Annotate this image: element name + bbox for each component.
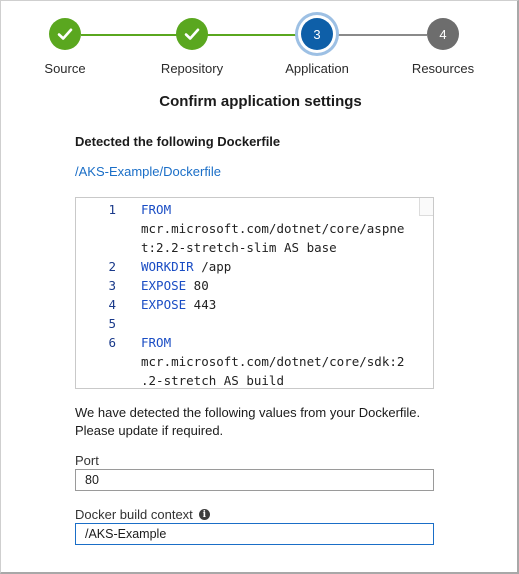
step-connector-3: [333, 34, 427, 36]
code-token: 443: [186, 297, 217, 312]
code-token: t:2.2-stretch-slim AS base: [141, 240, 337, 255]
dockerfile-path-link[interactable]: /AKS-Example/Dockerfile: [75, 164, 221, 179]
step-label-application: Application: [285, 61, 349, 76]
line-number: 4: [108, 297, 116, 312]
code-line: [76, 257, 433, 276]
dockerfile-code-viewer[interactable]: [75, 197, 434, 389]
code-keyword: FROM: [141, 202, 172, 217]
line-number: 1: [108, 202, 116, 217]
code-keyword: WORKDIR: [141, 259, 194, 274]
code-text: [116, 257, 231, 276]
build-context-input[interactable]: [75, 523, 434, 545]
port-label-text: Port: [75, 453, 99, 468]
progress-stepper: [1, 1, 519, 91]
code-line: [76, 333, 433, 352]
step-source[interactable]: [49, 18, 81, 50]
step-number: 3: [313, 26, 321, 42]
info-icon[interactable]: i: [199, 509, 210, 520]
port-label: [75, 453, 99, 468]
code-keyword: EXPOSE: [141, 278, 187, 293]
note-line-2: Please update if required.: [75, 423, 224, 438]
line-number: [76, 352, 116, 371]
code-text: [116, 200, 171, 219]
code-text: [116, 219, 404, 238]
step-repository[interactable]: [176, 18, 208, 50]
code-token: /app: [193, 259, 232, 274]
code-line: [76, 371, 433, 389]
line-number: 5: [108, 316, 116, 331]
code-text: [116, 238, 337, 257]
step-label-resources: Resources: [411, 61, 475, 76]
dockerfile-heading: Detected the following Dockerfile: [75, 134, 281, 149]
code-text: [116, 276, 209, 295]
code-text: [116, 333, 171, 352]
code-text: [116, 295, 216, 314]
code-token: mcr.microsoft.com/dotnet/core/sdk:2: [141, 354, 405, 369]
step-connector-1: [81, 34, 177, 36]
line-number: [76, 371, 116, 389]
line-number: 2: [108, 259, 116, 274]
code-line: [76, 295, 433, 314]
code-token: 80: [186, 278, 209, 293]
build-context-label-text: Docker build context: [75, 507, 193, 522]
code-line: [76, 219, 433, 238]
step-connector-2: [207, 34, 301, 36]
step-label-source: Source: [44, 61, 86, 76]
checkmark-icon: [183, 25, 201, 43]
code-token: .2-stretch AS build: [141, 373, 284, 388]
step-resources[interactable]: [427, 18, 459, 50]
code-scrollbar[interactable]: [419, 198, 433, 216]
code-line: [76, 352, 433, 371]
code-line: [76, 314, 433, 333]
code-text: [116, 314, 149, 333]
code-keyword: EXPOSE: [141, 297, 187, 312]
detected-values-note: [75, 404, 455, 440]
code-line: [76, 238, 433, 257]
port-input[interactable]: [75, 469, 434, 491]
step-number: 4: [439, 26, 447, 42]
note-line-1: We have detected the following values from your Dockerfile.: [75, 405, 421, 420]
page-title: Confirm application settings: [159, 93, 362, 110]
code-line: [76, 200, 433, 219]
code-lines: [76, 200, 433, 389]
checkmark-icon: [56, 25, 74, 43]
line-number: 3: [108, 278, 116, 293]
code-text: [116, 352, 404, 371]
line-number: 6: [108, 335, 116, 350]
step-label-repository: Repository: [160, 61, 224, 76]
line-number: [76, 219, 116, 238]
step-application[interactable]: [301, 18, 333, 50]
line-number: [76, 238, 116, 257]
code-line: [76, 276, 433, 295]
build-context-label: [75, 507, 210, 522]
code-keyword: FROM: [141, 335, 172, 350]
code-token: mcr.microsoft.com/dotnet/core/aspne: [141, 221, 405, 236]
code-text: [116, 371, 284, 389]
